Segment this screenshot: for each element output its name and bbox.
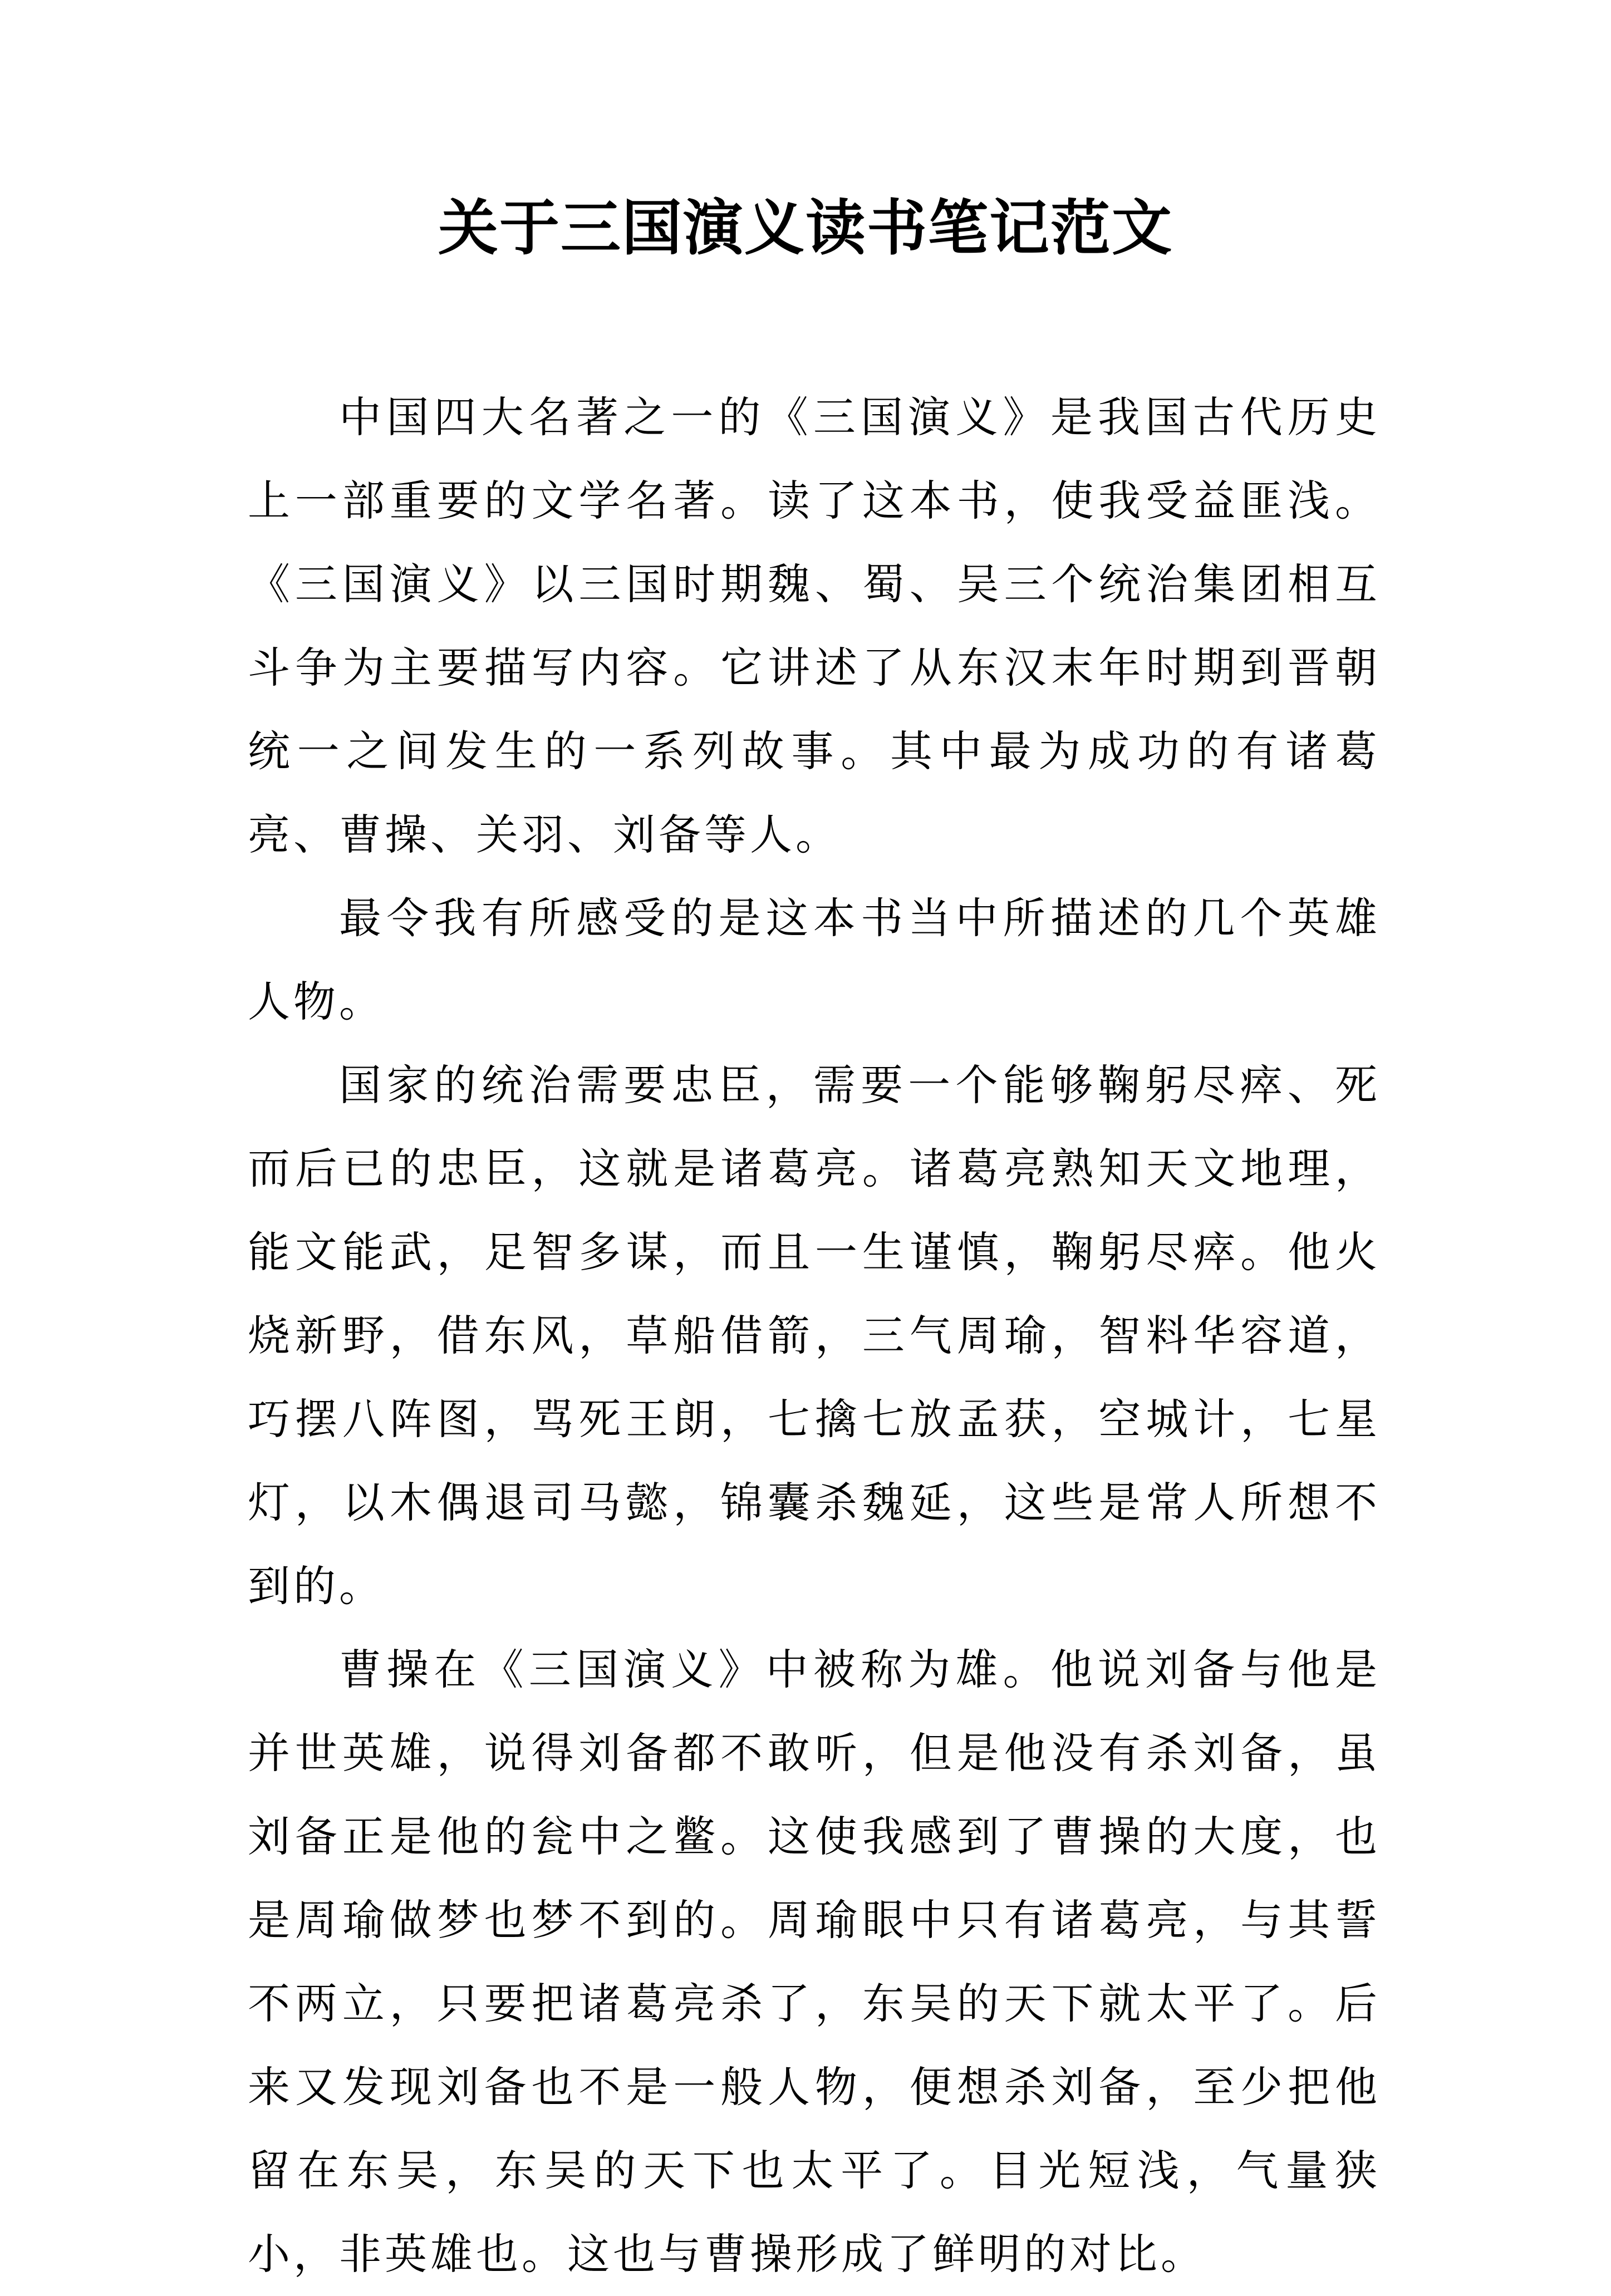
document-title: 关于三国演义读书笔记范文 [438,193,1173,263]
paragraph-zhuge-liang: 国家的统治需要忠臣，需要一个能够鞠躬尽瘁、死而后已的忠臣，这就是诸葛亮。诸葛亮熟知天文地理，能文能武，足智多谋，而且一生谨慎，鞠躬尽瘁。他火烧新野，借东风，草船借箭，三气周瑜，智料华容道，巧摆八阵图，骂死王朗，七擒七放孟获，空城计，七星灯，以木偶退司马懿，锦囊杀魏延，这些是常人所想不到的。 [248,1060,1381,1611]
document-body [248,376,1381,2296]
paragraph-heroes: 最令我有所感受的是这本书当中所描述的几个英雄人物。 [248,893,1381,1026]
paragraph-intro: 中国四大名著之一的《三国演义》是我国古代历史上一部重要的文学名著。读了这本书，使我受益匪浅。《三国演义》以三国时期魏、蜀、吴三个统治集团相互斗争为主要描写内容。它讲述了从东汉末年时期到晋朝统一之间发生的一系列故事。其中最为成功的有诸葛亮、曹操、关羽、刘备等人。 [248,392,1381,859]
paragraph-cao-cao: 曹操在《三国演义》中被称为雄。他说刘备与他是并世英雄，说得刘备都不敢听，但是他没有杀刘备，虽刘备正是他的瓮中之鳖。这使我感到了曹操的大度，也是周瑜做梦也梦不到的。周瑜眼中只有诸葛亮，与其誓不两立，只要把诸葛亮杀了，东吴的天下就太平了。后来又发现刘备也不是一般人物，便想杀刘备，至少把他留在东吴，东吴的天下也太平了。目光短浅，气量狭小，非英雄也。这也与曹操形成了鲜明的对比。 [248,1645,1381,2279]
